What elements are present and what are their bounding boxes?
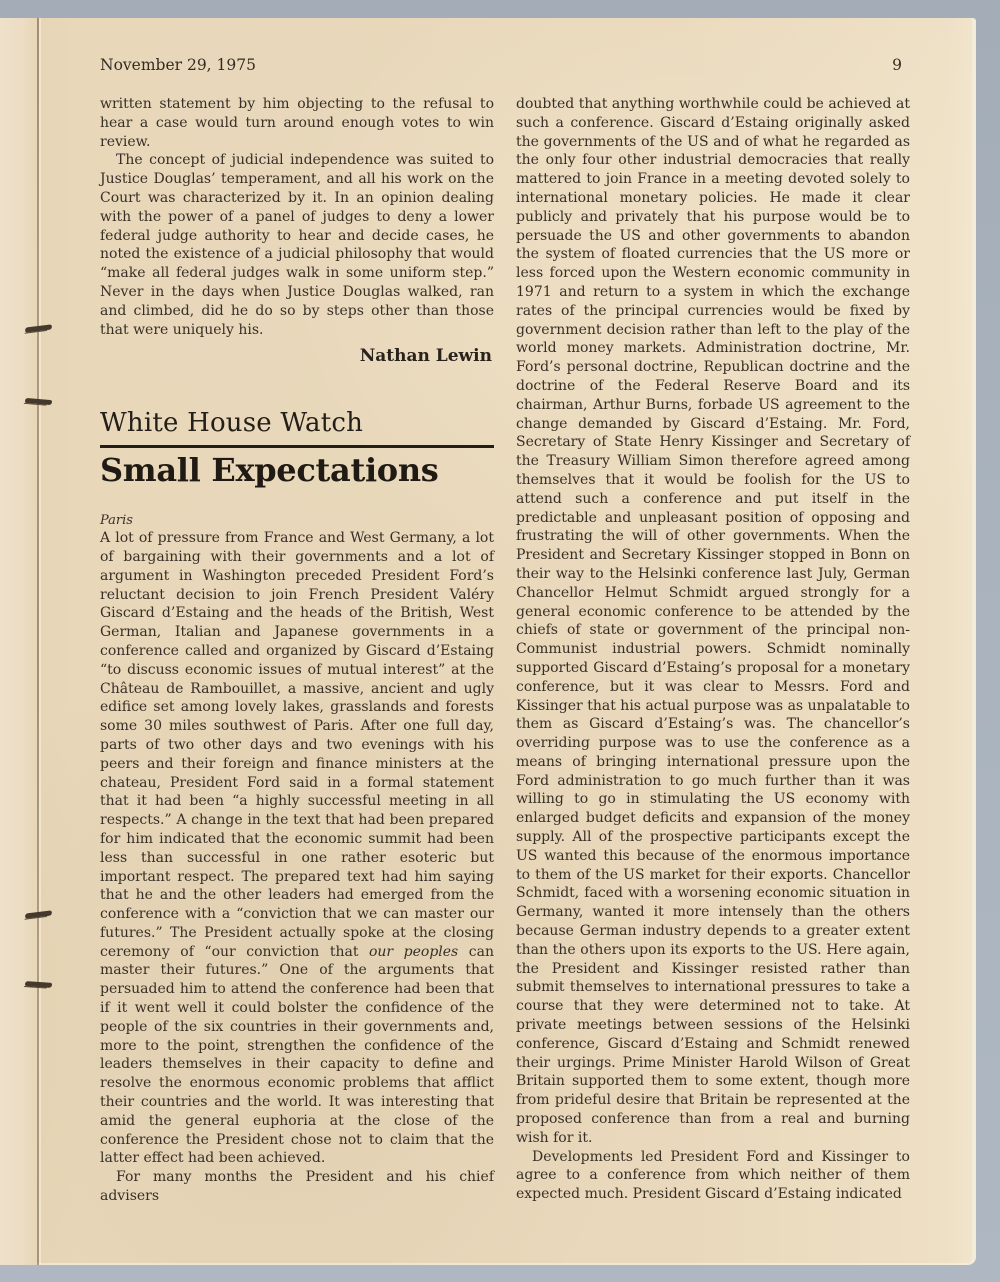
page-number: 9 [892, 56, 902, 74]
page-header [100, 56, 910, 74]
article-paragraph [100, 529, 494, 1168]
spine-crease-highlight [39, 18, 41, 1265]
page-fold-edge [0, 18, 37, 1265]
page-content [100, 56, 910, 1206]
article-title: Small Expectations [100, 451, 439, 490]
article-dateline: Paris [100, 513, 133, 529]
article-paragraph: doubted that anything worthwhile could be achieved at such a conference. Giscard d’Estaing originally asked the governments of the US and of what he regarded as the only four other industrial democracies that really mattered to join France in a meeting devoted solely to international monetary policies. He made it clear publicly and privately that his purpose would be to persuade the US and other governments to abandon the system of floated currencies that the US more or less forced upon the Western economic community in 1971 and return to a system in which the exchange rates of the principal currencies would be fixed by government decision rather than left to the play of the world money markets. Administration doctrine, Mr. Ford’s personal doctrine, Republican doctrine and the doctrine of the Federal Reserve Board and its chairman, Arthur Burns, forbade US agreement to the change demanded by Giscard d’Estaing. Mr. Ford, Secretary of State Henry Kissinger and Secretary of the Treasury William Simon therefore agreed among themselves that it would be foolish for the US to attend such a conference and put itself in the predictable and unpleasant position of opposing and frustrating the will of other governments. When the President and Secretary Kissinger stopped in Bonn on their way to the Helsinki conference last July, German Chancellor Helmut Schmidt argued strongly for a general economic conference to be attended by the chiefs of state or government of the principal non-Communist industrial powers. Schmidt nominally supported Giscard d’Estaing’s proposal for a monetary conference, but it was clear to Messrs. Ford and Kissinger that his actual purpose was as unpalatable to them as Giscard d’Estaing’s was. The chancellor’s overriding purpose was to use the conference as a means of bringing international pressure upon the Ford administration to go much further than it was willing to go in stimulating the US economy with enlarged budget deficits and expansion of the money supply. All of the prospective participants except the US wanted this because of the enormous importance to them of the US market for their exports. Chancellor Schmidt, faced with a worsening economic situation in Germany, wanted it more intensely than the others because German industry depends to a greater extent than the others upon its exports to the US. Here again, the President and Kissinger resisted rather than submit themselves to international pressures to take a course that they were determined not to take. At private meetings between sessions of the Helsinki conference, Giscard d’Estaing and Schmidt renewed their urgings. Prime Minister Harold Wilson of Great Britain supported them to some extent, though more from prideful desire that Britain be represented at the proposed conference than from a real and burning wish for it. [516, 96, 910, 1146]
prev-article-paragraph: The concept of judicial independence was suited to Justice Douglas’ temperament, and all his work on the Court was characterized by it. In an opinion dealing with the power of a panel of judges to deny a lower federal judge authority to hear and decide cases, he noted the existence of a judicial philosophy that would “make all federal judges walk in some uniform step.” Never in the days when Justice Douglas walked, ran and climbed, did he do so by steps other than those that were uniquely his. [100, 152, 494, 338]
article-paragraph: For many months the President and his chief advisers [100, 1169, 494, 1205]
magazine-page [0, 18, 976, 1265]
prev-article-continuation: written statement by him objecting to the refusal to hear a case would turn around enough votes to win review. [100, 96, 494, 150]
article-paragraph: Developments led President Ford and Kissinger to agree to a conference from which neither of them expected much. President Giscard d’Estaing indicated [516, 1148, 910, 1203]
right-column [516, 95, 910, 1206]
text-columns [100, 95, 910, 1206]
article-text-italic-run: our peoples [368, 943, 459, 960]
issue-date: November 29, 1975 [100, 56, 256, 74]
article-byline: Nathan Lewin [359, 346, 492, 367]
section-kicker: White House Watch [100, 408, 494, 448]
left-column [100, 95, 494, 1206]
article-text-run: can master their futures.” One of the arguments that persuaded him to attend the conference had been that if it went well it could bolster the confidence of the people of the six countries in their governments and, more to the point, strengthen the confidence of the leaders themselves in their capacity to define and resolve the enormous economic problems that afflict their countries and the world. It was interesting that amid the general euphoria at the close of the conference the President chose not to claim that the latter effect had been achieved. [100, 943, 494, 1167]
article-text-run: A lot of pressure from France and West Germany, a lot of bargaining with their governments and a lot of argument in Washington preceded President Ford’s reluctant decision to join French President Valéry Giscard d’Estaing and the heads of the British, West German, Italian and Japanese governments in a conference called and organized by Giscard d’Estaing “to discuss economic issues of mutual interest” at the Château de Rambouillet, a massive, ancient and ugly edifice set among lovely lakes, grasslands and forests some 30 miles southwest of Paris. After one full day, parts of two other days and two evenings with his peers and their foreign and finance ministers at the chateau, President Ford said in a formal statement that it had been “a highly successful meeting in all respects.” A change in the text that had been prepared for him indicated that the economic summit had been less than successful in one rather esoteric but important respect. The prepared text had him saying that he and the other leaders had emerged from the conference with a “conviction that we can master our futures.” The President actually spoke at the closing ceremony of “our conviction that [100, 530, 494, 960]
